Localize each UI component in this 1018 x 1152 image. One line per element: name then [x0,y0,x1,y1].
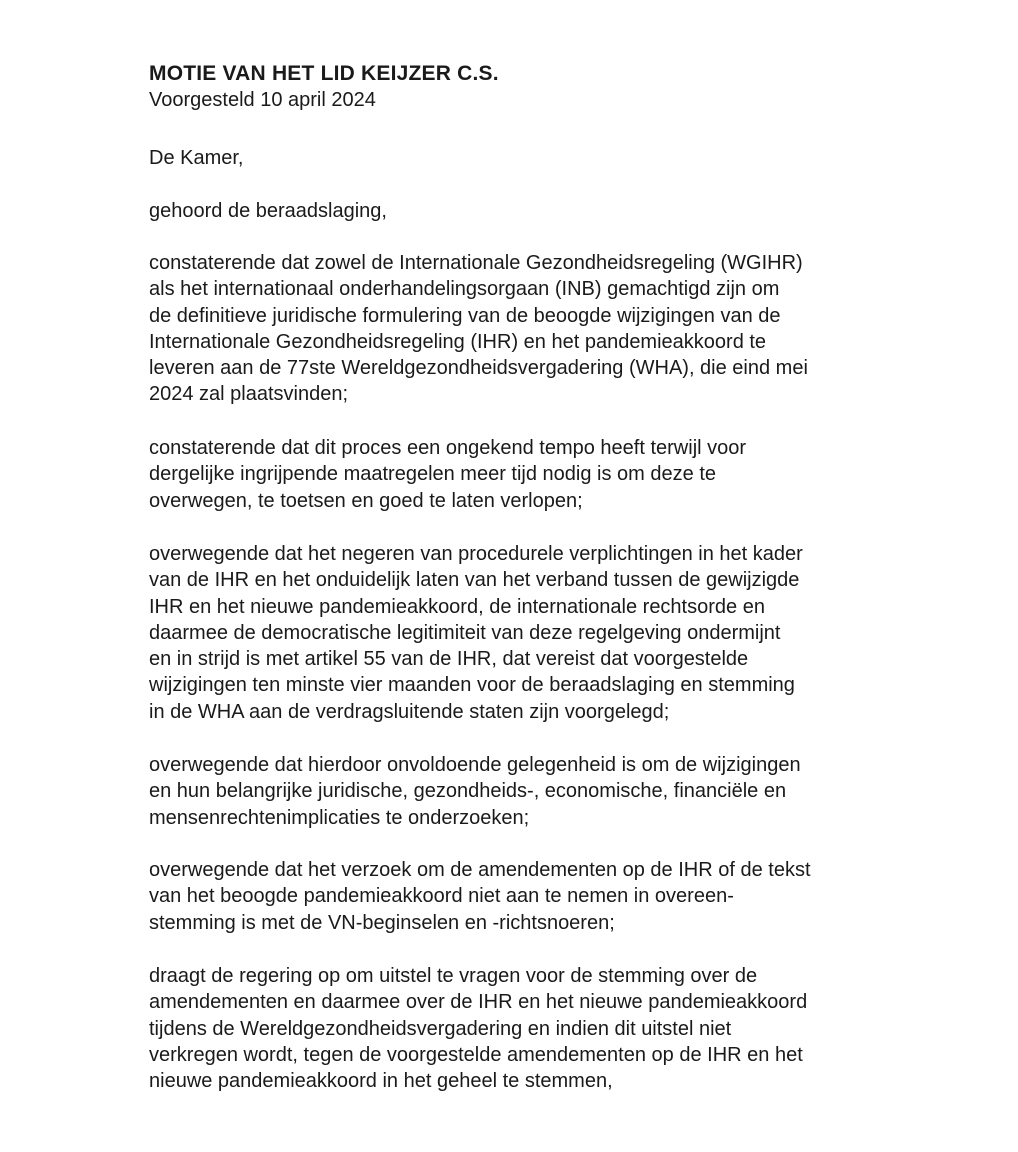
paragraph-overwegende-2 [149,752,801,831]
document-date: Voorgesteld 10 april 2024 [149,89,376,111]
text-line: en hun belangrijke juridische, gezondheids-, economische, financiële en [149,780,787,803]
paragraph-constaterende-2 [149,435,746,514]
text-line: van de IHR en het onduidelijk laten van het verband tussen de gewijzigde [149,569,800,592]
text-line: IHR en het nieuwe pandemieakkoord, de internationale rechtsorde en [149,595,765,618]
text-line: overwegende dat het negeren van procedurele verplichtingen in het kader [149,543,803,565]
text-line: van het beoogde pandemieakkoord niet aan te nemen in overeen- [149,885,734,908]
text-line: tijdens de Wereldgezondheidsvergadering en indien dit uitstel niet [149,1017,732,1040]
text-line: mensenrechtenimplicaties te onderzoeken; [149,806,530,829]
text-line: stemming is met de VN-beginselen en -richtsnoeren; [149,911,615,934]
text-line: gehoord de beraadslaging, [149,200,387,222]
paragraph-overwegende-3 [149,857,811,936]
paragraph-constaterende-1 [149,250,808,408]
text-line: daarmee de democratische legitimiteit van deze regelgeving ondermijnt [149,621,781,644]
text-line: overwegende dat het verzoek om de amendementen op de IHR of de tekst [149,859,811,881]
text-line: nieuwe pandemieakkoord in het geheel te stemmen, [149,1070,613,1093]
text-line: in de WHA aan de verdragsluitende staten zijn voorgelegd; [149,700,670,723]
text-line: en in strijd is met artikel 55 van de IHR, dat vereist dat voorgestelde [149,648,749,671]
text-line: wijzigingen ten minste vier maanden voor de beraadslaging en stemming [149,674,795,697]
text-line: constaterende dat zowel de Internationale Gezondheidsregeling (WGIHR) [149,252,803,274]
text-line: amendementen en daarmee over de IHR en het nieuwe pandemieakkoord [149,991,808,1014]
text-line: constaterende dat dit proces een ongekend tempo heeft terwijl voor [149,437,747,459]
motion-document [149,60,969,1093]
text-line: de definitieve juridische formulering van de beoogde wijzigingen van de [149,304,781,327]
paragraph-hearing [149,198,387,224]
text-line: als het internationaal onderhandelingsorgaan (INB) gemachtigd zijn om [149,278,780,301]
text-line: De Kamer, [149,147,244,169]
text-line: verkregen wordt, tegen de voorgestelde amendementen op de IHR en het [149,1043,803,1066]
text-line: leveren aan de 77ste Wereldgezondheidsvergadering (WHA), die eind mei [149,357,808,380]
paragraph-addressee [149,145,243,171]
text-line: overwegen, te toetsen en goed te laten verlopen; [149,489,583,512]
paragraph-draagt-op [149,963,807,1094]
paragraph-overwegende-1 [149,541,803,725]
text-line: Internationale Gezondheidsregeling (IHR) en het pandemieakkoord te [149,330,767,353]
text-line: dergelijke ingrijpende maatregelen meer tijd nodig is om deze te [149,463,716,486]
text-line: overwegende dat hierdoor onvoldoende gelegenheid is om de wijzigingen [149,754,801,776]
text-line: draagt de regering op om uitstel te vragen voor de stemming over de [149,965,758,987]
document-title: MOTIE VAN HET LID KEIJZER C.S. [149,62,499,85]
text-line: 2024 zal plaatsvinden; [149,383,349,406]
